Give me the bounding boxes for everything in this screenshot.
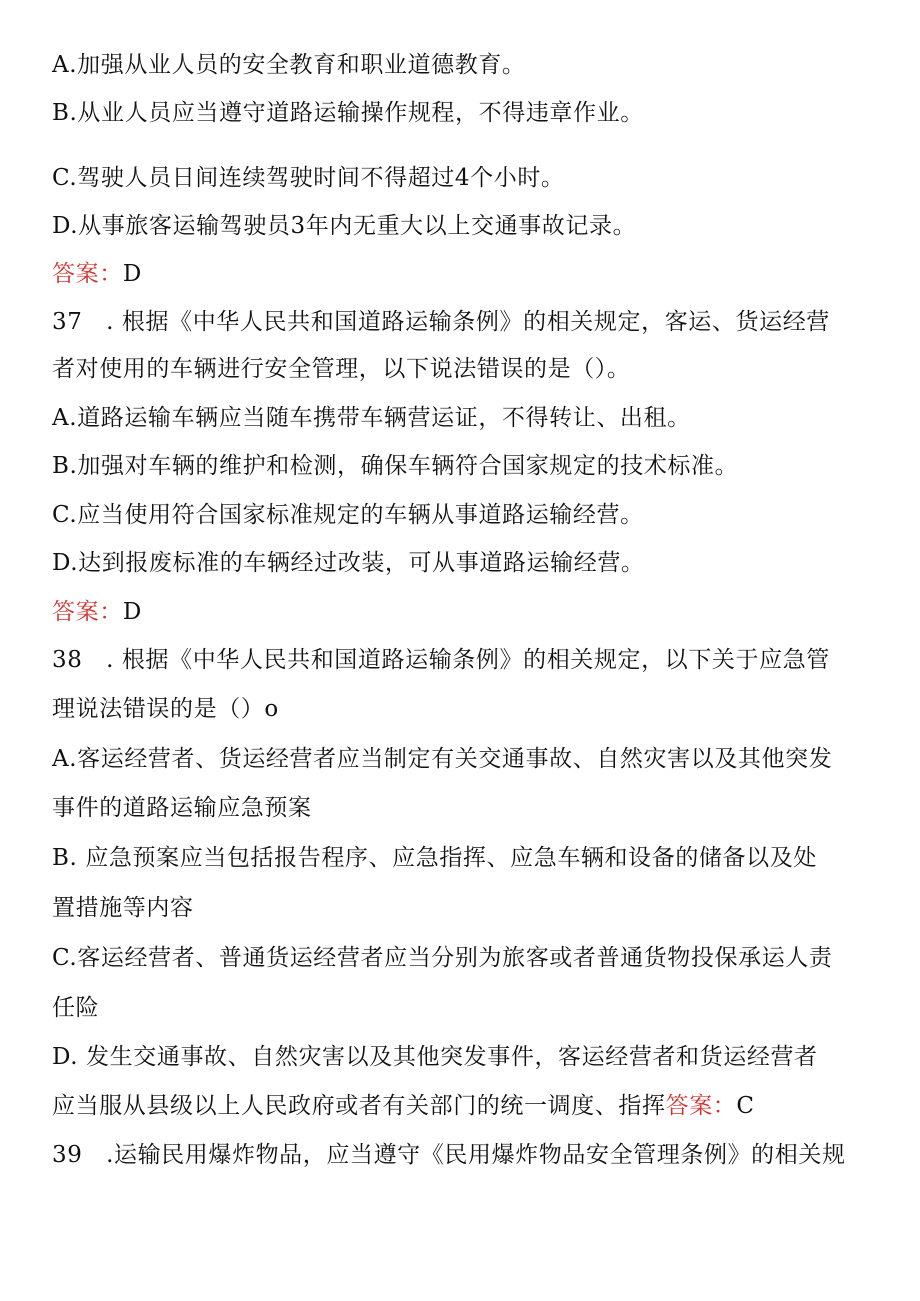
q37-option-d: D.达到报废标准的车辆经过改装，可从事道路运输经营。 <box>52 550 645 576</box>
answer-label: 答案： <box>665 1093 737 1119</box>
q36-option-b: B.从业人员应当遵守道路运输操作规程，不得违章作业。 <box>52 100 644 126</box>
q38-option-b-line2: 置措施等内容 <box>52 895 194 921</box>
q36-option-d: D.从事旅客运输驾驶员3年内无重大以上交通事故记录。 <box>52 213 637 239</box>
q37-answer <box>52 596 142 628</box>
q38-question-line2: 理说法错误的是（）o <box>52 696 279 722</box>
q37-question-line2: 者对使用的车辆进行安全管理，以下说法错误的是（）。 <box>52 356 631 382</box>
q38-option-b-line1: B. 应急预案应当包括报告程序、应急指挥、应急车辆和设备的储备以及处 <box>52 845 817 871</box>
q37-question-line1: 37 . 根据《中华人民共和国道路运输条例》的相关规定，客运、货运经营 <box>52 309 830 335</box>
q38-option-c-line2: 任险 <box>52 995 100 1021</box>
q38-question-line1: 38 . 根据《中华人民共和国道路运输条例》的相关规定，以下关于应急管 <box>52 647 830 673</box>
q36-answer <box>52 258 142 290</box>
q36-option-c: C.驾驶人员日间连续驾驶时间不得超过4个小时。 <box>52 165 565 191</box>
answer-label: 答案： <box>52 261 123 287</box>
q38-option-c-line1: C.客运经营者、普通货运经营者应当分别为旅客或者普通货物投保承运人责 <box>52 945 833 971</box>
q36-option-a: A.加强从业人员的安全教育和职业道德教育。 <box>52 52 526 78</box>
answer-label: 答案： <box>52 599 123 625</box>
q38-option-d-line1: D. 发生交通事故、自然灾害以及其他突发事件，客运经营者和货运经营者 <box>52 1044 818 1070</box>
q37-option-b: B.加强对车辆的维护和检测，确保车辆符合国家规定的技术标准。 <box>52 453 739 479</box>
q39-question-line1: 39 .运输民用爆炸物品，应当遵守《民用爆炸物品安全管理条例》的相关规 <box>52 1142 846 1168</box>
option-text: 应当服从县级以上人民政府或者有关部门的统一调度、指挥 <box>52 1093 666 1119</box>
q38-option-a-line2: 事件的道路运输应急预案 <box>52 795 312 821</box>
q38-option-a-line1: A.客运经营者、货运经营者应当制定有关交通事故、自然灾害以及其他突发 <box>52 746 833 772</box>
q38-option-d-line2 <box>52 1090 755 1122</box>
q37-option-c: C.应当使用符合国家标准规定的车辆从事道路运输经营。 <box>52 502 644 528</box>
q37-option-a: A.道路运输车辆应当随车携带车辆营运证，不得转让、出租。 <box>52 405 691 431</box>
answer-value: D <box>122 599 142 625</box>
answer-value: C <box>736 1093 755 1119</box>
answer-value: D <box>122 261 142 287</box>
